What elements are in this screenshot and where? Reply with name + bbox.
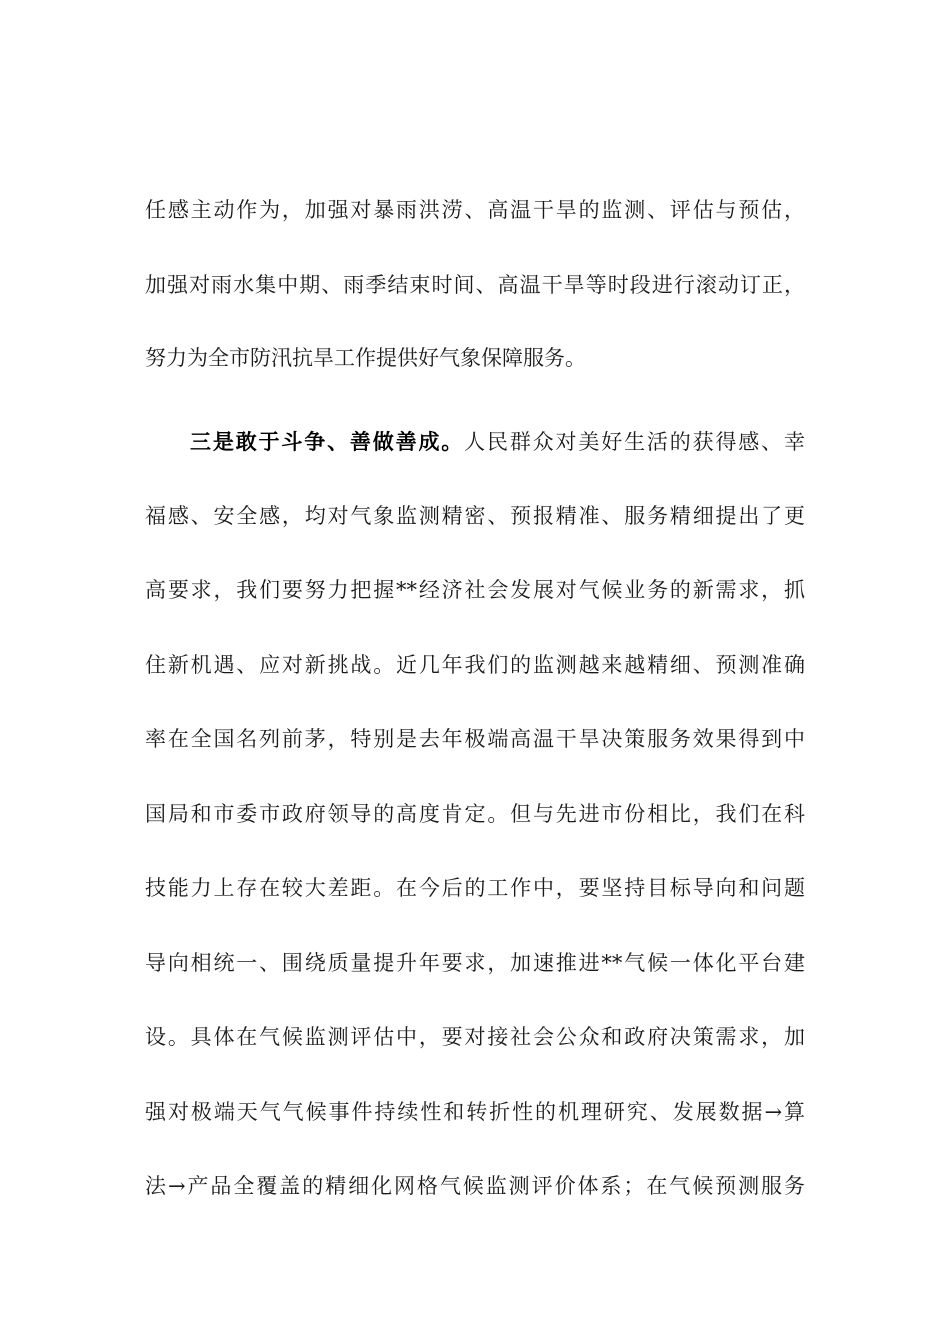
paragraph-2-line-6: 国局和市委市政府领导的高度肯定。但与先进市份相比，我们在科 [145, 802, 805, 826]
paragraph-2-line-3: 高要求，我们要努力把握**经济社会发展对气候业务的新需求，抓 [145, 578, 805, 602]
paragraph-2-line-4: 住新机遇、应对新挑战。近几年我们的监测越来越精细、预测准确 [145, 653, 805, 677]
paragraph-1-line-1: 任感主动作为，加强对暴雨洪涝、高温干旱的监测、评估与预估， [145, 198, 805, 222]
paragraph-1-line-2: 加强对雨水集中期、雨季结束时间、高温干旱等时段进行滚动订正， [145, 273, 805, 297]
paragraph-2-line-7: 技能力上存在较大差距。在今后的工作中，要坚持目标导向和问题 [145, 876, 805, 900]
paragraph-2-first-line [190, 422, 805, 462]
paragraph-2-first-line-text: 人民群众对美好生活的获得感、幸 [464, 430, 806, 454]
paragraph-2-line-9: 设。具体在气候监测评估中，要对接社会公众和政府决策需求，加 [145, 1025, 805, 1049]
paragraph-2-line-5: 率在全国名列前茅，特别是去年极端高温干旱决策服务效果得到中 [145, 727, 805, 751]
paragraph-2-line-2: 福感、安全感，均对气象监测精密、预报精准、服务精细提出了更 [145, 504, 805, 528]
paragraph-1-line-3: 努力为全市防汛抗旱工作提供好气象保障服务。 [145, 346, 586, 370]
paragraph-2-line-8: 导向相统一、围绕质量提升年要求，加速推进**气候一体化平台建 [145, 951, 805, 975]
paragraph-2-line-10: 强对极端天气气候事件持续性和转折性的机理研究、发展数据→算 [145, 1100, 805, 1124]
paragraph-2-heading: 三是敢于斗争、善做善成。 [190, 429, 465, 454]
paragraph-2-line-11: 法→产品全覆盖的精细化网格气候监测评价体系；在气候预测服务 [145, 1174, 805, 1198]
